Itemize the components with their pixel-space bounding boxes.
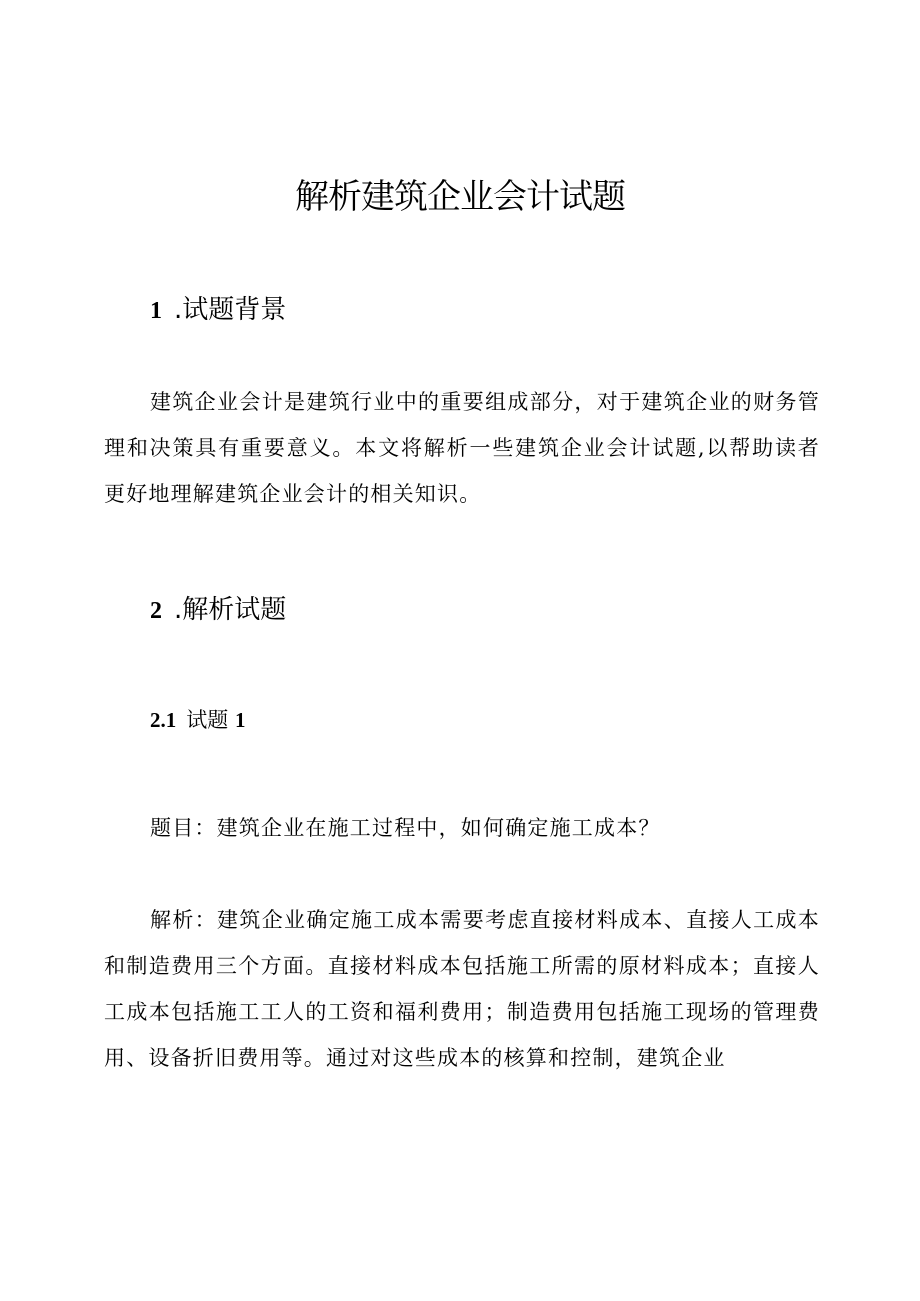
section-1-heading xyxy=(150,290,286,331)
subsection-2-1-number: 2.1 xyxy=(150,708,177,732)
question-paragraph: 题目：建筑企业在施工过程中，如何确定施工成本？ xyxy=(150,816,661,840)
analysis-paragraph: 解析：建筑企业确定施工成本需要考虑直接材料成本、直接人工成本和制造费用三个方面。直接材料成本包括施工所需的原材料成本；直接人工成本包括施工工人的工资和福利费用；制造费用包括施工现场的管理费用、设备折旧费用等。通过对这些成本的核算和控制，建筑企业 xyxy=(104,908,820,1070)
section-1-title: .试题背景 xyxy=(174,295,287,325)
subsection-2-1-title: 试题 xyxy=(186,708,229,732)
section-1-paragraph: 建筑企业会计是建筑行业中的重要组成部分，对于建筑企业的财务管理和决策具有重要意义。本文将解析一些建筑企业会计试题,以帮助读者更好地理解建筑企业会计的相关知识。 xyxy=(104,390,820,506)
section-2-number: 2 xyxy=(150,598,162,624)
subsection-2-1-heading xyxy=(150,704,245,736)
section-2-heading xyxy=(150,590,286,631)
section-1-number: 1 xyxy=(150,298,162,324)
subsection-2-1-question-number: 1 xyxy=(234,708,246,732)
section-2-title: .解析试题 xyxy=(174,595,287,625)
document-title: 解析建筑企业会计试题 xyxy=(295,177,625,217)
